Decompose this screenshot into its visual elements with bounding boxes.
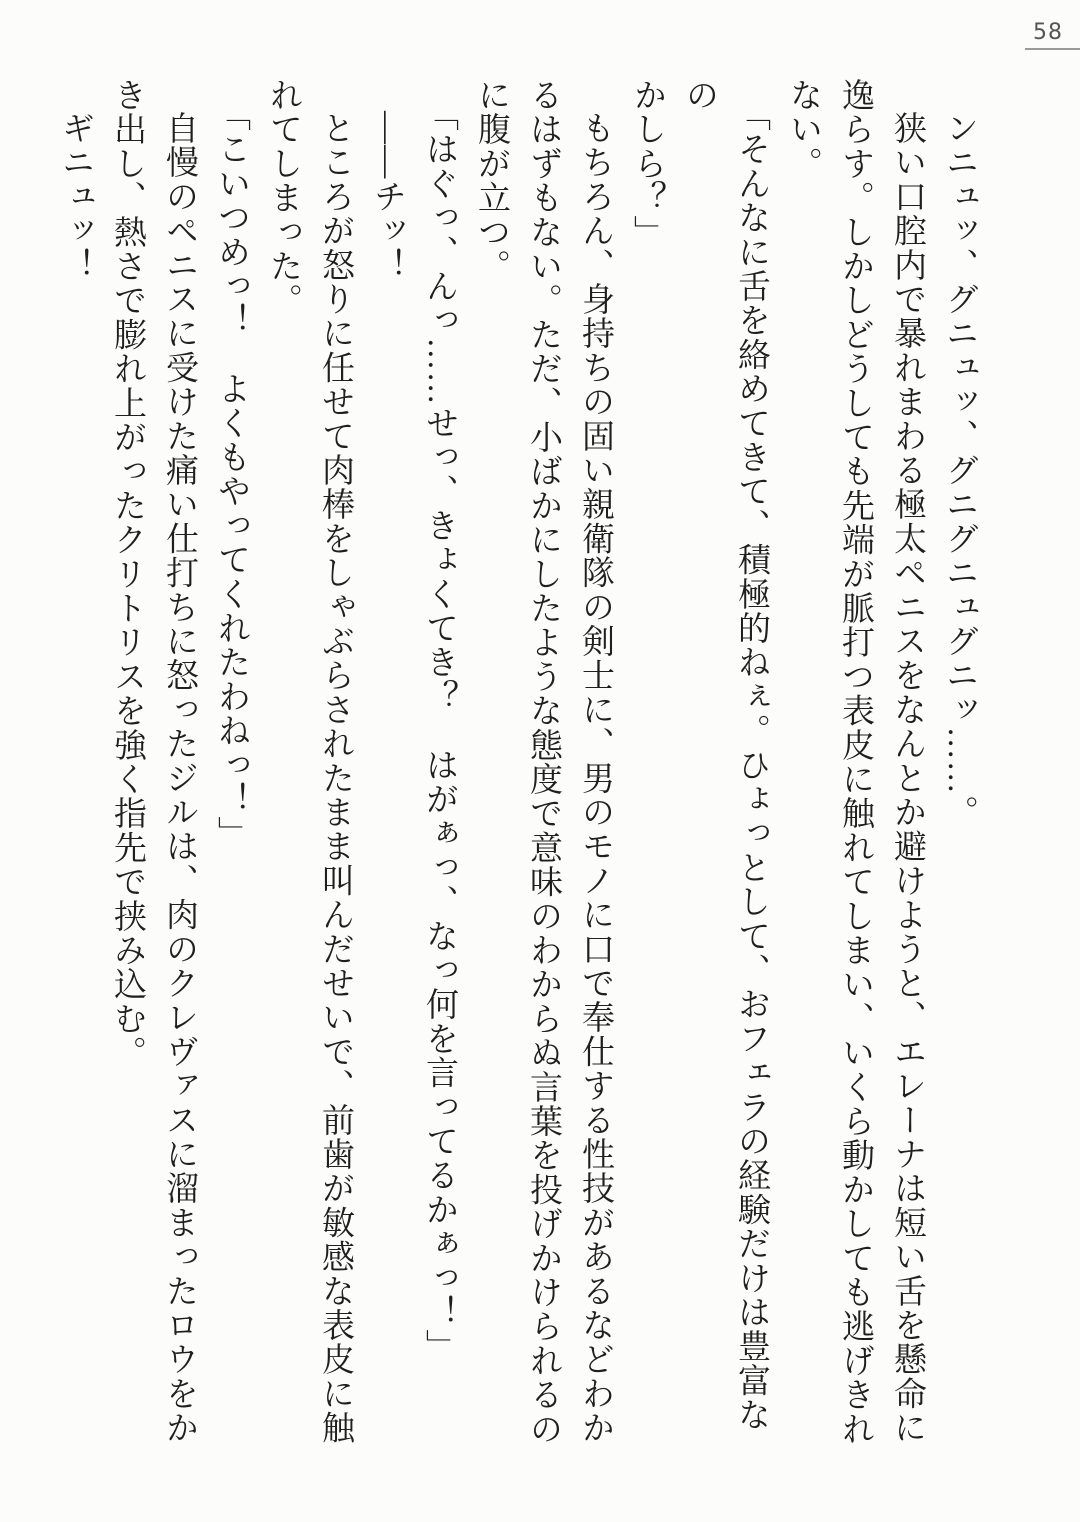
text-line: かしら？」 [629, 78, 665, 249]
text-line: 「はぐっ、んっ……せっ、きょくてき？ はがぁっ、なっ何を言ってるかぁっ！」 [421, 98, 457, 1364]
text-line: ない。 [785, 78, 821, 181]
page-number: 58 [1033, 20, 1063, 45]
text-line: ——チッ！ [369, 111, 405, 282]
text-line: き出し、熱さで膨れ上がったクリトリスを強く指先で挟み込む。 [109, 78, 145, 1070]
text-line: 逸らす。しかしどうしても先端が脈打つ表皮に触れてしまい、いくら動かしても逃げきれ [837, 78, 873, 1446]
text-line: れてしまった。 [265, 78, 301, 318]
text-line: 狭い口腔内で暴れまわる極太ペニスをなんとか避けようと、エレーナは短い舌を懸命に [889, 111, 925, 1445]
text-line: ンニュッ、グニュッ、グニグニュグニッ……。 [941, 111, 977, 830]
page-number-strip [1025, 20, 1080, 50]
text-line: ギニュッ！ [57, 111, 93, 282]
text-line: ところが怒りに任せて肉棒をしゃぶらされたまま叫んだせいで、前歯が敏感な表皮に触 [317, 111, 353, 1445]
text-line: るはずもない。ただ、小ばかにしたような態度で意味のわからぬ言葉を投げかけられるの [525, 78, 561, 1446]
text-block [49, 78, 985, 1450]
text-line: もちろん、身持ちの固い親衛隊の剣士に、男のモノに口で奉仕する性技があるなどわか [577, 111, 613, 1445]
text-line: 「そんなに舌を絡めてきて、積極的ねぇ。ひょっとして、おフェラの経験だけは豊富なの [681, 78, 769, 1433]
text-line: 自慢のペニスに受けた痛い仕打ちに怒ったジルは、肉のクレヴァスに溜まったロウをか [161, 111, 197, 1445]
text-line: 「こいつめっ！ よくもやってくれたわねっ！」 [213, 98, 249, 851]
text-line: に腹が立つ。 [473, 78, 509, 284]
